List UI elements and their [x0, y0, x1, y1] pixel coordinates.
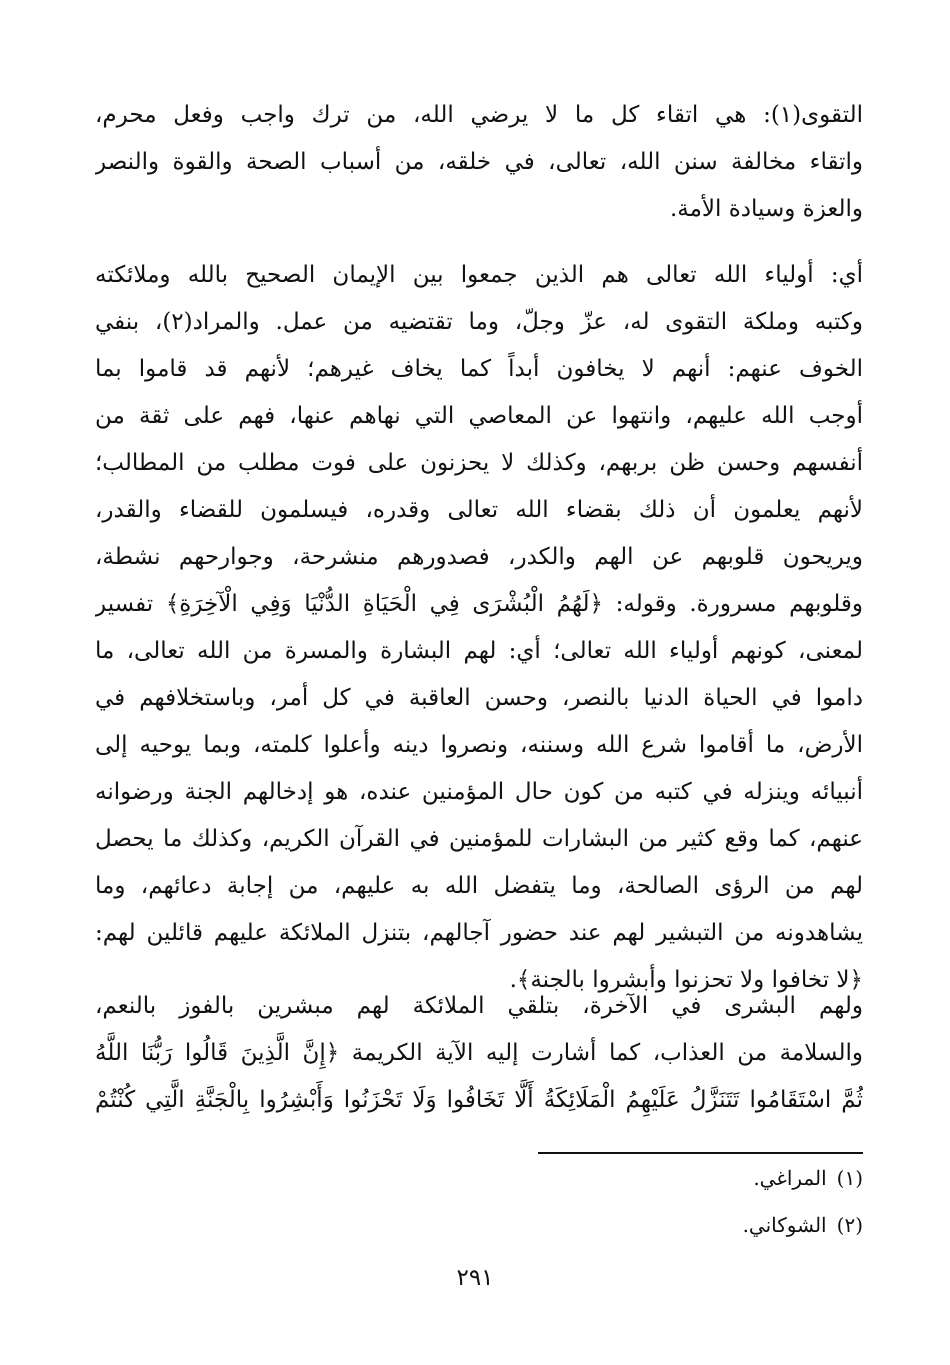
text-line: لأنهم يعلمون أن ذلك بقضاء الله تعالى وقدره، فيسلمون للقضاء والقدر،: [95, 497, 863, 523]
paragraph-bushra-akhira: [95, 983, 863, 1124]
text-line: وكتبه وملكة التقوى له، عزّ وجلّ، وما تقتضيه من عمل. والمراد(٢)، بنفي: [95, 309, 863, 335]
paragraph-taqwa-definition: [95, 92, 863, 233]
text-line: لهم من الرؤى الصالحة، وما يتفضل الله به عليهم، من إجابة دعائهم، وما: [95, 873, 863, 899]
footnote-text: المراغي.: [753, 1166, 827, 1190]
text-line: والسلامة من العذاب، كما أشارت إليه الآية الكريمة ﴿إِنَّ الَّذِينَ قَالُوا رَبُّنَا اللَّهُ: [95, 1040, 863, 1066]
text-line: ﴿لا تخافوا ولا تحزنوا وأبشروا بالجنة﴾.: [509, 967, 863, 993]
text-line: ويريحون قلوبهم عن الهم والكدر، فصدورهم منشرحة، وجوارحهم نشطة،: [95, 544, 863, 570]
footnote-2: [743, 1210, 863, 1240]
footnote-number: (٢): [836, 1213, 863, 1237]
text-line: يشاهدونه من التبشير لهم عند حضور آجالهم، بتنزل الملائكة عليهم قائلين لهم:: [95, 920, 863, 946]
text-line: أي: أولياء الله تعالى هم الذين جمعوا بين الإيمان الصحيح بالله وملائكته: [95, 262, 863, 288]
text-line: لمعنى، كونهم أولياء الله تعالى؛ أي: لهم البشارة والمسرة من الله تعالى، ما: [95, 638, 863, 664]
text-line: أنبيائه وينزله في كتبه من كون حال المؤمنين عنده، هو إدخالهم الجنة ورضوانه: [95, 779, 863, 805]
paragraph-awliya-explanation: [95, 252, 863, 1004]
text-line: والعزة وسيادة الأمة.: [669, 196, 863, 222]
text-line: ولهم البشرى في الآخرة، بتلقي الملائكة لهم مبشرين بالفوز بالنعم،: [95, 993, 863, 1019]
footnote-1: [753, 1163, 863, 1193]
footnote-separator: [538, 1152, 863, 1154]
footnote-number: (١): [836, 1166, 863, 1190]
text-line: وقلوبهم مسرورة. وقوله: ﴿لَهُمُ الْبُشْرَى فِي الْحَيَاةِ الدُّنْيَا وَفِي الْآخِرَةِ﴾ تفسير: [95, 591, 863, 617]
text-line: أنفسهم وحسن ظن بربهم، وكذلك لا يحزنون على فوت مطلب من المطالب؛: [95, 450, 863, 476]
text-line: واتقاء مخالفة سنن الله، تعالى، في خلقه، من أسباب الصحة والقوة والنصر: [95, 149, 863, 175]
text-line: عنهم، كما وقع كثير من البشارات للمؤمنين في القرآن الكريم، وكذلك ما يحصل: [95, 826, 863, 852]
footnote-text: الشوكاني.: [742, 1213, 827, 1237]
text-line: داموا في الحياة الدنيا بالنصر، وحسن العاقبة في كل أمر، وباستخلافهم في: [95, 685, 863, 711]
text-line: أوجب الله عليهم، وانتهوا عن المعاصي التي نهاهم عنها، فهم على ثقة من: [95, 403, 863, 429]
text-line: ثُمَّ اسْتَقَامُوا تَتَنَزَّلُ عَلَيْهِمُ الْمَلَائِكَةُ أَلَّا تَخَافُوا وَلَا تَحْزَنُوا وَأَبْشِرُوا بِالْجَنَّةِ الَّتِي كُنْتُمْ: [95, 1087, 863, 1113]
text-line: الخوف عنهم: أنهم لا يخافون أبداً كما يخاف غيرهم؛ لأنهم قد قاموا بما: [95, 356, 863, 382]
text-line: التقوى(١): هي اتقاء كل ما لا يرضي الله، من ترك واجب وفعل محرم،: [95, 102, 863, 128]
page-number: ٢٩١: [456, 1265, 494, 1291]
text-line: الأرض، ما أقاموا شرع الله وسننه، ونصروا دينه وأعلوا كلمته، وبما يوحيه إلى: [95, 732, 863, 758]
